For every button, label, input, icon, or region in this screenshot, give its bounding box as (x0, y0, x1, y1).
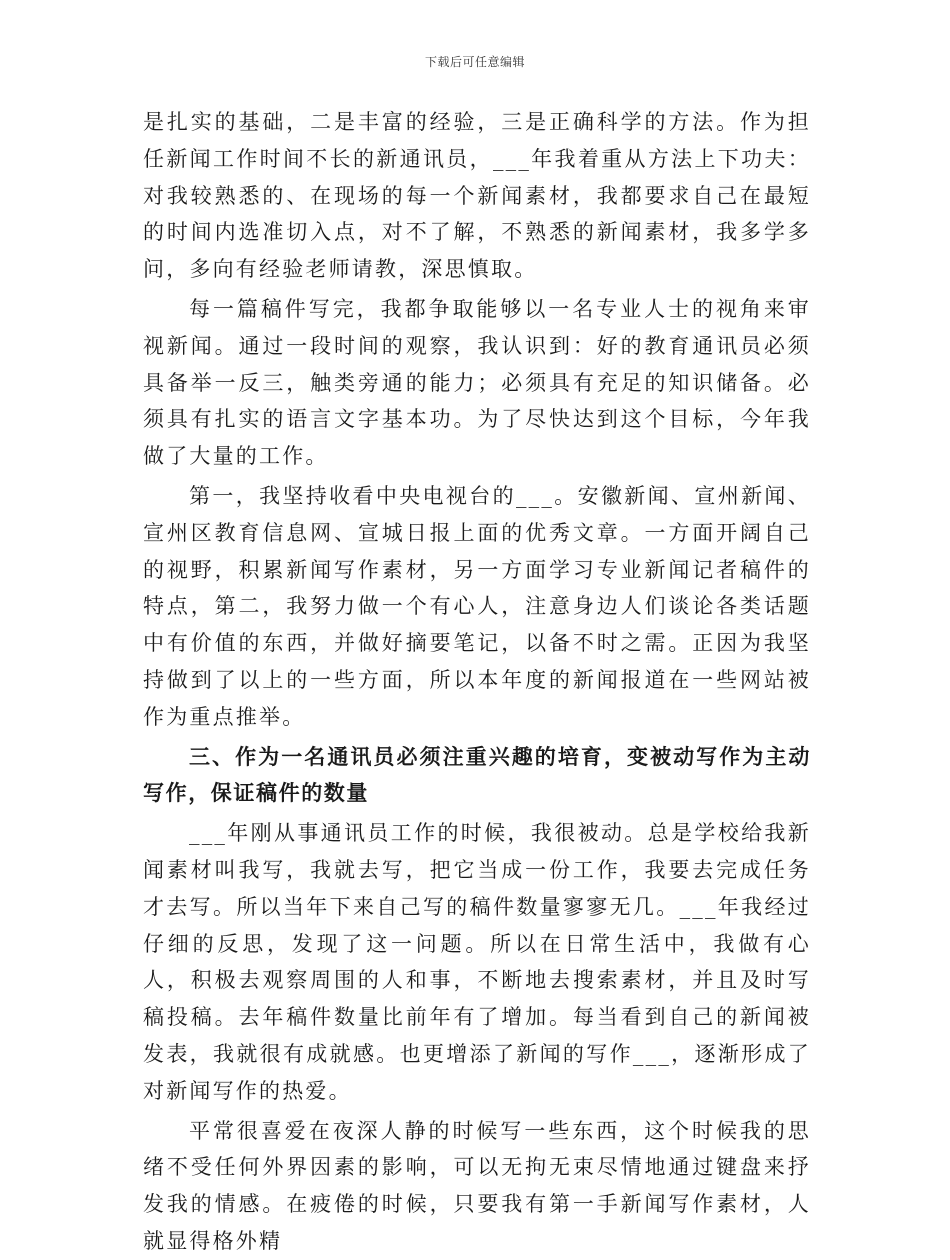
paragraph-first-second: 第一，我坚持收看中央电视台的___。安徽新闻、宣州新闻、宣州区教育信息网、宣城日报上面的优秀文章。一方面开阔自己的视野，积累新闻写作素材，另一方面学习专业新闻记者稿件的特点，第二，我努力做一个有心人，注意身边人们谈论各类话题中有价值的东西，并做好摘要笔记，以备不时之需。正因为我坚持做到了以上的一些方面，所以本年度的新闻报道在一些网站被作为重点推举。 (143, 483, 811, 729)
section-heading: 三、作为一名通讯员必须注重兴趣的培育，变被动写作为主动写作，保证稿件的数量 (143, 743, 811, 806)
paragraph-review: 每一篇稿件写完，我都争取能够以一名专业人士的视角来审视新闻。通过一段时间的观察，我认识到：好的教育通讯员必须具备举一反三，触类旁通的能力；必须具有充足的知识储备。必须具有扎实的语言文字基本功。为了尽快达到这个目标，今年我做了大量的工作。 (143, 296, 811, 469)
page-header: 下载后可任意编辑 (424, 55, 525, 69)
paragraph-passive-writing: ___年刚从事通讯员工作的时候，我很被动。总是学校给我新闻素材叫我写，我就去写，把它当成一份工作，我要去完成任务才去写。所以当年下来自己写的稿件数量寥寥无几。___年我经过仔细的反思，发现了这一问题。所以在日常生活中，我做有心人，积极去观察周围的人和事，不断地去搜索素材，并且及时写稿投稿。去年稿件数量比前年有了增加。每当看到自己的新闻被发表，我就很有成就感。也更增添了新闻的写作___，逐渐形成了对新闻写作的热爱。 (143, 821, 811, 1103)
paragraph-continuation: 是扎实的基础，二是丰富的经验，三是正确科学的方法。作为担任新闻工作时间不长的新通讯员，___年我着重从方法上下功夫：对我较熟悉的、在现场的每一个新闻素材，我都要求自己在最短的时间内选准切入点，对不了解，不熟悉的新闻素材，我多学多问，多向有经验老师请教，深思慎取。 (143, 110, 811, 282)
paragraph-night-writing: 平常很喜爱在夜深人静的时候写一些东西，这个时候我的思绪不受任何外界因素的影响，可以无拘无束尽情地通过键盘来抒发我的情感。在疲倦的时候，只要我有第一手新闻写作素材，人就显得格外精 (143, 1118, 811, 1253)
document-body (143, 104, 811, 1260)
